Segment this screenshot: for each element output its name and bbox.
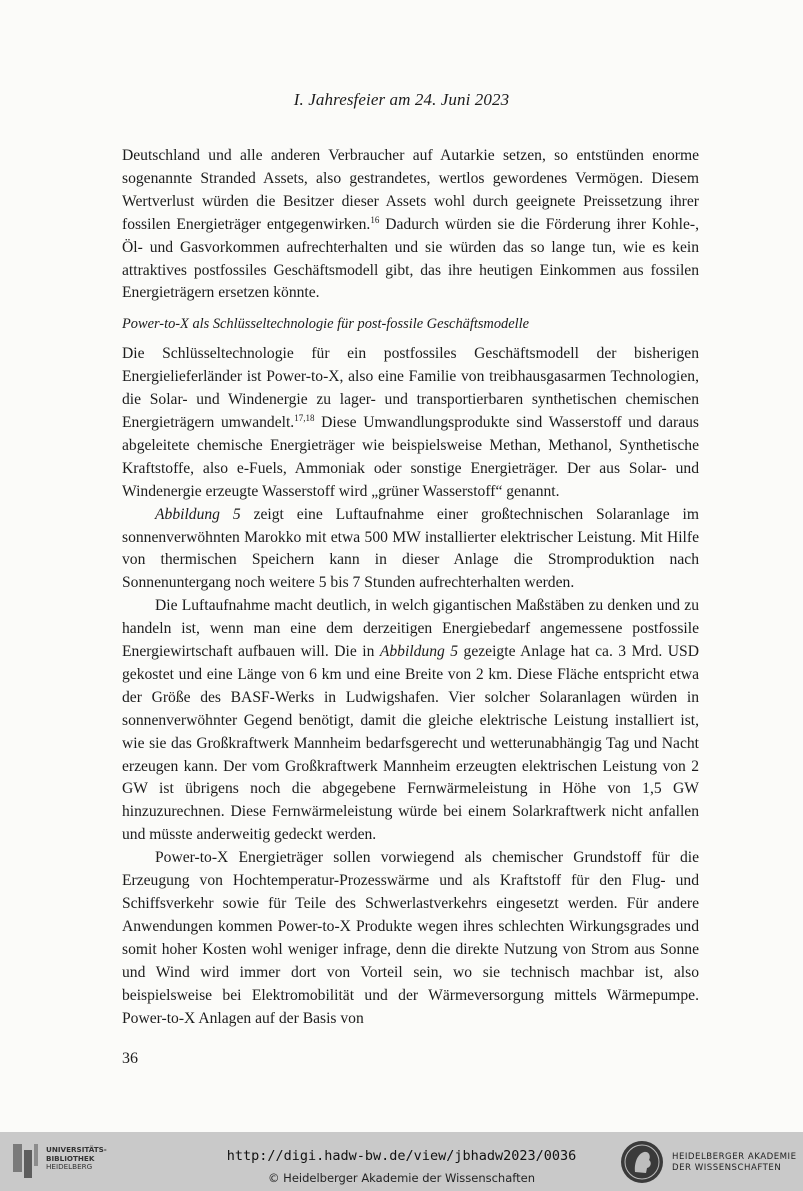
figure-ref: Abbildung 5 (379, 643, 459, 661)
footnote-ref: 16 (370, 214, 380, 225)
paragraph-2: Die Schlüsseltechnologie für ein postfossiles Geschäftsmodell der bisherigen Energielieferländer ist Power-to-X, also eine Familie von treibhausgasarmen Technologien, die Solar- und Windenergie zu lager- und transportierbaren synthetischen chemischen Energieträgern umwandelt.$^{17,18}$ Diese Umwandlungsprodukte sind Wasserstoff und daraus abgeleitete chemische Energieträger wie beispielsweise Methan, Methanol, Synthetische Kraftstoffe, also e-Fuels, Ammoniak oder sonstige Energieträger. Der aus Solar- und Windenergie erzeugte Wasserstoff wird „grüner Wasserstoff“ genannt. (122, 345, 699, 500)
paragraph-3: Abbildung 5 zeigt eine Luftaufnahme einer großtechnischen Solaranlage im sonnenverwöhnten Marokko mit etwa 500 MW installierter elektrischer Leistung. Mit Hilfe von thermischen Speichern kann in dieser Anlage die Stromproduktion nach Sonnenuntergang noch weitere 5 bis 7 Stunden aufrechterhalten werden. (122, 505, 699, 592)
paragraph-4: Die Luftaufnahme macht deutlich, in welch gigantischen Maßstäben zu denken und zu handeln ist, wenn man eine dem derzeitigen Energiebedarf angemessene postfossile Energiewirtschaft aufbauen will. Die in Abbildung 5 gezeigte Anlage hat ca. 3 Mrd. USD gekostet und eine Länge von 6 km und eine Breite von 2 km. Diese Fläche entspricht etwa der Größe des BASF-Werks in Ludwigshafen. Vier solcher Solaranlagen würden in sonnenverwöhnter Gegend benötigt, damit die gleiche elektrische Leistung installiert ist, wie sie das Großkraftwerk Mannheim bedarfsgerecht und wetterunabhängig Tag und Nacht erzeugen kann. Der vom Großkraftwerk Mannheim erzeugten elektrischen Leistung von 2 GW ist übrigens noch die abgegebene Fernwärmeleistung in Höhe von 1,5 GW hinzuzurechnen. Diese Fernwärmeleistung würde bei einem Solarkraftwerk nicht anfallen und müsste anderweitig gedeckt werden. (122, 597, 699, 844)
library-logo-text: UNIVERSITÄTS- BIBLIOTHEK HEIDELBERG (46, 1145, 107, 1172)
figure-ref: Abbildung 5 (155, 505, 241, 523)
page-number: 36 (122, 1050, 138, 1067)
footer-bar (0, 1132, 803, 1191)
body-text (122, 145, 699, 1030)
paragraph-5: Power-to-X Energieträger sollen vorwiegend als chemischer Grundstoff für die Erzeugung von Hochtemperatur-Prozesswärme und als Kraftstoff für den Flug- und Schiffsverkehr sowie für Teile des Schwerlastverkehrs eingesetzt werden. Für andere Anwendungen kommen Power-to-X Produkte wegen ihres schlechten Wirkungsgrades und somit hoher Kosten wohl weniger infrage, denn die direkte Nutzung von Strom aus Sonne und Wind wird immer dort von Vorteil sein, wo sie technisch machbar ist, also beispielsweise bei Elektromobilität und der Wärmeversorgung mittels Wärmepumpe. Power-to-X Anlagen auf der Basis von (122, 849, 699, 1027)
section-heading: Power-to-X als Schlüsseltechnologie für post-fossile Geschäftsmodelle (122, 316, 529, 333)
academy-seal-icon (620, 1140, 664, 1184)
academy-name: HEIDELBERGER AKADEMIE DER WISSENSCHAFTEN (672, 1152, 797, 1173)
footnote-ref: 17,18 (294, 412, 315, 423)
running-head: I. Jahresfeier am 24. Juni 2023 (293, 90, 510, 109)
copyright-notice: © Heidelberger Akademie der Wissenschaften (268, 1171, 535, 1185)
permalink-url[interactable]: http://digi.hadw-bw.de/view/jbhadw2023/0036 (226, 1148, 577, 1164)
paragraph-1: Deutschland und alle anderen Verbraucher auf Autarkie setzen, so entstünden enorme sogenannte Stranded Assets, also gestrandetes, wertlos gewordenes Vermögen. Diesem Wertverlust würden die Besitzer dieser Assets wohl durch geeignete Preissetzung ihrer fossilen Energieträger entgegenwirken.$^{16}$ Dadurch würden sie die Förderung ihrer Kohle-, Öl- und Gasvorkommen aufrechterhalten und sie würden das so lange tun, wie es kein attraktives postfossiles Geschäftsmodell gibt, das ihre heutigen Einkommen aus fossilen Energieträgern ersetzen könnte. (122, 147, 699, 302)
academy-logo[interactable] (620, 1140, 800, 1184)
